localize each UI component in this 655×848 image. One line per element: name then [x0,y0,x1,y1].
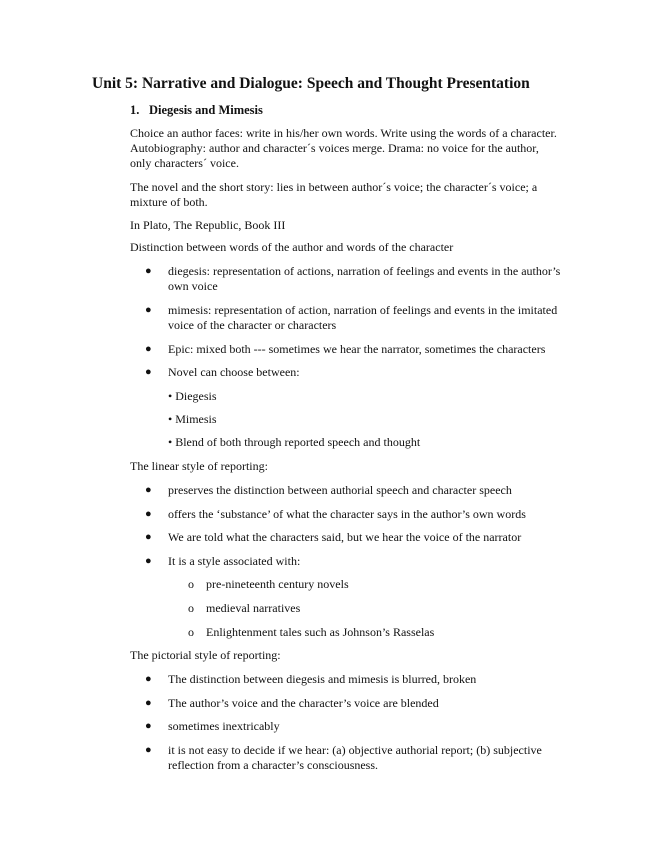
linear-heading: The linear style of reporting: [130,459,268,473]
list-item: ● Epic: mixed both --- sometimes we hear the narrator, sometimes the characters [145,342,546,356]
list-item: ● offers the ‘substance’ of what the character says in the author’s own words [145,507,526,521]
bullet-icon: ● [145,673,152,685]
bullet-icon: ● [145,343,152,355]
bullet-icon: ● [145,366,152,378]
sub-list-item: o pre-nineteenth century novels [188,577,349,591]
list-item: ● sometimes inextricably [145,719,280,733]
paragraph-novel: The novel and the short story: lies in between author´s voice; the character´s voice; a mixture of both. [130,180,538,209]
section-title: Diegesis and Mimesis [149,103,263,117]
bullet-icon: ● [145,697,152,709]
bullet-icon: ● [145,555,152,567]
sub-list-item: o medieval narratives [188,601,301,615]
novel-choice-item: • Diegesis [168,389,217,403]
list-item: ● it is not easy to decide if we hear: (a) objective authorial report; (b) subjective reflection from a character’s consciousness. [145,743,542,772]
list-item: ● Novel can choose between: [145,365,300,379]
section-heading [130,103,263,118]
sub-bullet-icon: o [188,577,194,591]
pictorial-heading: The pictorial style of reporting: [130,648,281,662]
sub-bullet-icon: o [188,625,194,639]
page-title: Unit 5: Narrative and Dialogue: Speech and Thought Presentation [92,75,530,92]
novel-choice-item: • Mimesis [168,412,217,426]
bullet-icon: ● [145,508,152,520]
list-item: ● preserves the distinction between authorial speech and character speech [145,483,512,497]
section-number: 1. [130,103,140,117]
paragraph-plato: In Plato, The Republic, Book III [130,218,286,232]
list-item: ● diegesis: representation of actions, narration of feelings and events in the author’s own voice [145,264,561,293]
bullet-icon: ● [145,720,152,732]
bullet-icon: ● [145,304,152,316]
list-item: ● The author’s voice and the character’s voice are blended [145,696,439,710]
sub-list-item: o Enlightenment tales such as Johnson’s Rasselas [188,625,435,639]
list-item: ● It is a style associated with: [145,554,301,568]
novel-choice-item: • Blend of both through reported speech and thought [168,435,421,449]
list-item: ● We are told what the characters said, but we hear the voice of the narrator [145,530,522,544]
list-item: ● The distinction between diegesis and mimesis is blurred, broken [145,672,477,686]
paragraph-choice: Choice an author faces: write in his/her own words. Write using the words of a character. Autobiography: author and character´s voices merge. Drama: no voice for the author, only characters´ voice. [130,126,557,170]
paragraph-distinction: Distinction between words of the author and words of the character [130,240,454,254]
bullet-icon: ● [145,744,152,756]
bullet-icon: ● [145,265,152,277]
bullet-icon: ● [145,531,152,543]
sub-bullet-icon: o [188,601,194,615]
list-item: ● mimesis: representation of action, narration of feelings and events in the imitated voice of the character or characters [145,303,558,332]
bullet-icon: ● [145,484,152,496]
